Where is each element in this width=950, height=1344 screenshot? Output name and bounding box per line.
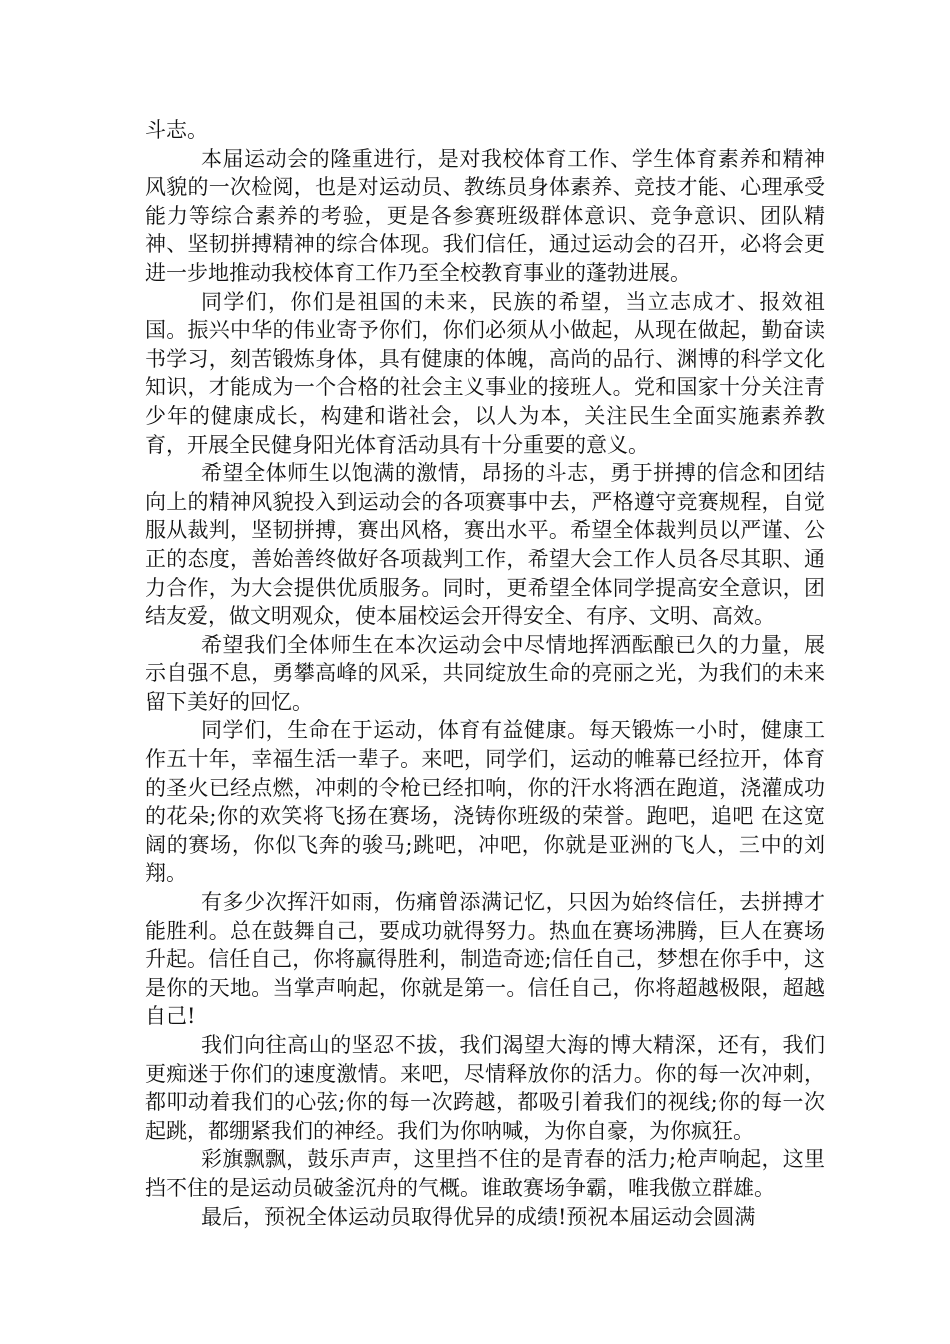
paragraph: 希望全体师生以饱满的激情，昂扬的斗志，勇于拼搏的信念和团结向上的精神风貌投入到运动会的各项赛事中去，严格遵守竞赛规程，自觉服从裁判，坚韧拼搏，赛出风格，赛出水平。希望全体裁判员以严谨、公正的态度，善始善终做好各项裁判工作，希望大会工作人员各尽其职、通力合作，为大会提供优质服务。同时，更希望全体同学提高安全意识，团结友爱，做文明观众，使本届校运会开得安全、有序、文明、高效。 <box>145 461 825 629</box>
paragraph: 本届运动会的隆重进行，是对我校体育工作、学生体育素养和精神风貌的一次检阅，也是对运动员、教练员身体素养、竞技才能、心理承受能力等综合素养的考验，更是各参赛班级群体意识、竞争意识、团队精神、坚韧拼搏精神的综合体现。我们信任，通过运动会的召开，必将会更进一步地推动我校体育工作乃至全校教育事业的蓬勃进展。 <box>145 146 825 285</box>
paragraph: 同学们，你们是祖国的未来，民族的希望，当立志成才、报效祖国。振兴中华的伟业寄予你们，你们必须从小做起，从现在做起，勤奋读书学习，刻苦锻炼身体，具有健康的体魄，高尚的品行、渊博的科学文化知识，才能成为一个合格的社会主义事业的接班人。党和国家十分关注青少年的健康成长，构建和谐社会，以人为本，关注民生全面实施素养教育，开展全民健身阳光体育活动具有十分重要的意义。 <box>145 289 825 457</box>
paragraph: 最后，预祝全体运动员取得优异的成绩!预祝本届运动会圆满 <box>201 1204 756 1229</box>
paragraph: 彩旗飘飘，鼓乐声声，这里挡不住的是青春的活力;枪声响起，这里挡不住的是运动员破釜沉舟的气概。谁敢赛场争霸，唯我傲立群雄。 <box>145 1147 825 1200</box>
paragraph: 有多少次挥汗如雨，伤痛曾添满记忆，只因为始终信任，去拼搏才能胜利。总在鼓舞自己，要成功就得努力。热血在赛场沸腾，巨人在赛场升起。信任自己，你将赢得胜利，制造奇迹;信任自己，梦想在你手中，这是你的天地。当掌声响起，你就是第一。信任自己，你将超越极限，超越自己! <box>145 890 825 1029</box>
paragraph: 希望我们全体师生在本次运动会中尽情地挥洒酝酿已久的力量，展示自强不息，勇攀高峰的风采，共同绽放生命的亮丽之光，为我们的未来留下美好的回忆。 <box>145 632 825 714</box>
document-body <box>145 116 825 1231</box>
paragraph: 同学们，生命在于运动，体育有益健康。每天锻炼一小时，健康工作五十年，幸福生活一辈子。来吧，同学们，运动的帷幕已经拉开，体育的圣火已经点燃，冲刺的令枪已经扣响，你的汗水将洒在跑道，浇灌成功的花朵;你的欢笑将飞扬在赛场，浇铸你班级的荣誉。跑吧，追吧 在这宽阔的赛场，你似飞奔的骏马;跳吧，冲吧，你就是亚洲的飞人，三中的刘翔。 <box>145 718 825 886</box>
paragraph-continuation: 斗志。 <box>145 118 208 142</box>
paragraph: 我们向往高山的坚忍不拔，我们渴望大海的博大精深，还有，我们更痴迷于你们的速度激情。来吧，尽情释放你的活力。你的每一次冲刺，都叩动着我们的心弦;你的每一次跨越，都吸引着我们的视线;你的每一次起跳，都绷紧我们的神经。我们为你呐喊，为你自豪，为你疯狂。 <box>145 1033 825 1143</box>
